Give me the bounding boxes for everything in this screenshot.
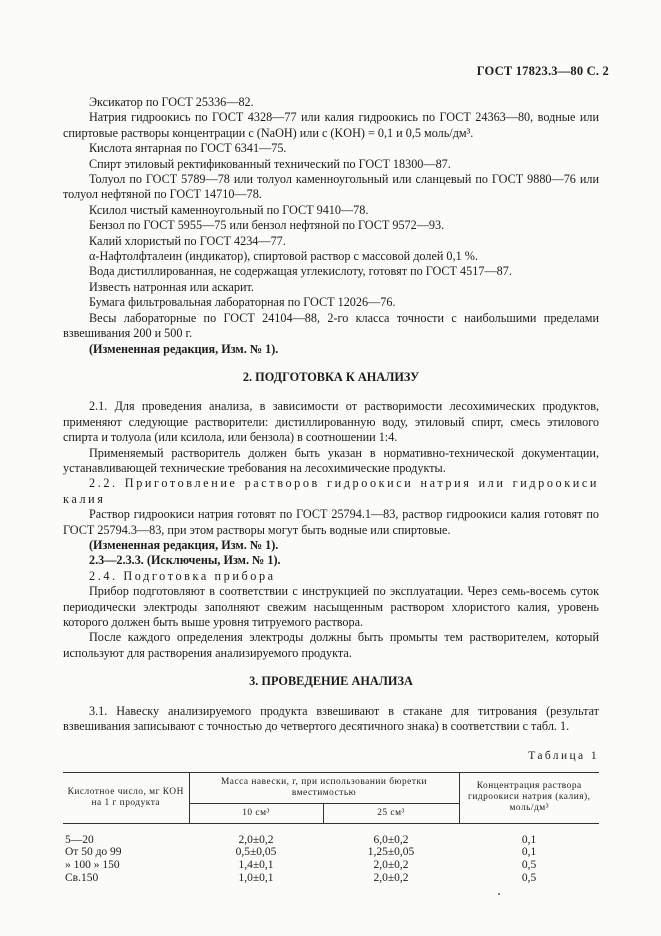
amendment-note: (Измененная редакция, Изм. № 1). bbox=[89, 537, 279, 552]
table-cell-m25: 6,0±0,2 bbox=[373, 833, 409, 846]
table-cell-m25: 2,0±0,2 bbox=[373, 859, 409, 872]
table-row bbox=[63, 872, 599, 885]
paragraph-2-1-solvent: Применяемый растворитель должен быть указан в нормативно-технической документации, устанавливающей технические требования на лесохимические продукты. bbox=[63, 445, 599, 475]
section-3-title: 3. ПРОВЕДЕНИЕ АНАЛИЗА bbox=[249, 674, 413, 689]
table-cell-m10: 0,5±0,05 bbox=[235, 846, 277, 859]
table-cell-m10: 1,0±0,1 bbox=[238, 871, 274, 884]
column-header-burette-25: 25 см³ bbox=[323, 803, 459, 823]
scan-speck bbox=[498, 893, 500, 895]
table-cell-conc: 0,5 bbox=[521, 859, 537, 872]
reagent-item: Натрия гидроокись по ГОСТ 4328—77 или калия гидроокись по ГОСТ 24363—80, водные или спиртовые растворы концентрации c (NaOH) или c (KOH) = 0,1 и 0,5 моль/дм³. bbox=[63, 110, 599, 140]
table-cell-conc: 0,5 bbox=[521, 871, 537, 884]
paragraph-2-2: Раствор гидроокиси натрия готовят по ГОСТ 25794.1—83, раствор гидроокиси калия готовят по ГОСТ 25794.3—83, при этом растворы могут быть водные или спиртовые. bbox=[63, 507, 599, 537]
paragraph-2-3-excluded: 2.3—2.3.3. (Исключены, Изм. № 1). bbox=[89, 553, 281, 568]
paragraph-3-1: 3.1. Навеску анализируемого продукта взвешивают в стакане для титрования (результат взвешивания записывают с точностью до четвертого десятичного знака) в соответствии с табл. 1. bbox=[63, 703, 599, 734]
table-cell-conc: 0,1 bbox=[521, 846, 537, 859]
reagent-item: Вода дистиллированная, не содержащая углекислоту, готовят по ГОСТ 4517—87. bbox=[89, 264, 512, 279]
reagent-list bbox=[63, 95, 599, 342]
reagent-item: Ксилол чистый каменноугольный по ГОСТ 9410—78. bbox=[89, 202, 369, 217]
column-header-acid-number: Кислотное число, мг КОН на 1 г продукта bbox=[63, 772, 189, 823]
reagent-item: Калий хлористый по ГОСТ 4234—77. bbox=[89, 233, 286, 248]
reagent-item: Бензол по ГОСТ 5955—75 или бензол нефтяной по ГОСТ 9572—93. bbox=[89, 218, 445, 233]
paragraph-2-4-heading: 2.4. Подготовка прибора bbox=[89, 568, 276, 583]
reagent-item: Толуол по ГОСТ 5789—78 или толуол каменноугольный или сланцевый по ГОСТ 9880—76 или толуол нефтяной по ГОСТ 14710—78. bbox=[63, 172, 599, 202]
table-cell-range: » 100 » 150 bbox=[65, 859, 120, 872]
amendment-note: (Измененная редакция, Изм. № 1). bbox=[89, 341, 279, 356]
column-header-concentration: Концентрация раствора гидроокиси натрия (калия), моль/дм³ bbox=[459, 772, 599, 823]
table-cell-range: 5—20 bbox=[65, 833, 94, 846]
reagent-item: Эксикатор по ГОСТ 25336—82. bbox=[89, 95, 254, 109]
table-cell-conc: 0,1 bbox=[521, 833, 537, 846]
reagent-item: Спирт этиловый ректификованный технический по ГОСТ 18300—87. bbox=[89, 156, 451, 171]
table-row bbox=[63, 823, 599, 846]
table-body bbox=[63, 823, 599, 884]
section-2-title: 2. ПОДГОТОВКА К АНАЛИЗУ bbox=[242, 369, 420, 384]
table-cell-range: От 50 до 99 bbox=[65, 846, 122, 859]
paragraph-2-4: Прибор подготовляют в соответствии с инструкцией по эксплуатации. Через семь-восемь суток периодически электроды заполняют свежим насыщенным раствором хлористого калия, уровень которого должен быть выше уровня титруемого раствора. bbox=[63, 584, 599, 629]
reagent-item: α-Нафтолфталеин (индикатор), спиртовой раствор с массовой долей 0,1 %. bbox=[89, 249, 478, 264]
reagent-item: Весы лабораторные по ГОСТ 24104—88, 2-го класса точности с наибольшими пределами взвешивания 200 и 500 г. bbox=[63, 310, 599, 341]
paragraph-2-4-rinse: После каждого определения электроды должны быть промыты тем растворителем, который используют для растворения анализируемого продукта. bbox=[63, 630, 599, 660]
reagent-item: Кислота янтарная по ГОСТ 6341—75. bbox=[89, 141, 287, 156]
table-cell-m10: 1,4±0,1 bbox=[238, 859, 274, 872]
page-header: ГОСТ 17823.3—80 С. 2 bbox=[476, 64, 609, 78]
table-1 bbox=[63, 772, 599, 884]
paragraph-2-1: 2.1. Для проведения анализа, в зависимости от растворимости лесохимических продуктов, применяют следующие растворители: дистиллированную воду, этиловый спирт, смесь этилового спирта и толуола (или ксилола, или бензола) в соотношении 1:4. bbox=[63, 399, 599, 445]
table-cell-m25: 2,0±0,2 bbox=[373, 871, 409, 884]
column-header-sample-mass: Масса навески, г, при использовании бюретки вместимостью bbox=[189, 772, 459, 803]
table-cell-m10: 2,0±0,2 bbox=[238, 833, 274, 846]
column-header-burette-10: 10 см³ bbox=[189, 803, 323, 823]
table-cell-m25: 1,25±0,05 bbox=[367, 846, 415, 859]
table-caption: Таблица 1 bbox=[528, 750, 599, 763]
reagent-item: Известь натронная или аскарит. bbox=[89, 279, 254, 294]
document-body bbox=[63, 95, 599, 884]
reagent-item: Бумага фильтровальная лабораторная по ГОСТ 12026—76. bbox=[89, 295, 396, 310]
table-row bbox=[63, 846, 599, 859]
paragraph-2-2-heading: 2.2. Приготовление растворов гидроокиси натрия или гидроокиси калия bbox=[63, 476, 599, 506]
table-row bbox=[63, 859, 599, 872]
table-cell-range: Св.150 bbox=[65, 871, 99, 884]
